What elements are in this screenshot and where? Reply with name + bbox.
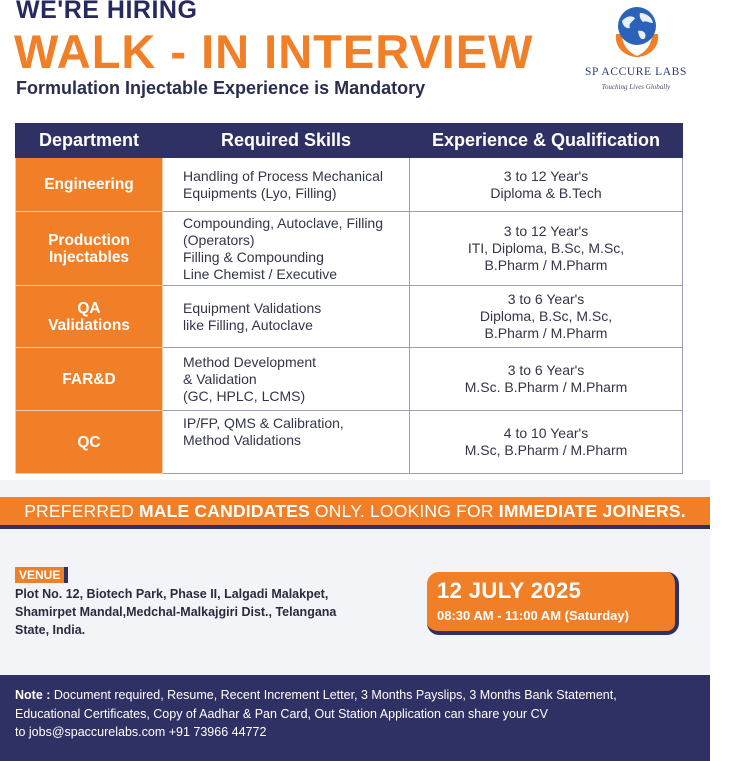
address-line: State, India. [15, 623, 86, 637]
table-row [16, 411, 683, 474]
skill-line: Equipments (Lyo, Filling) [183, 184, 337, 201]
banner-text: ONLY. LOOKING FOR [309, 501, 499, 521]
experience-cell [410, 411, 683, 474]
venue-address [15, 585, 365, 639]
experience-cell [410, 348, 683, 411]
column-header-experience: Experience & Qualification [410, 124, 683, 158]
table-row [16, 212, 683, 286]
qualification-line: B.Pharm / M.Pharm [484, 325, 608, 341]
skills-cell [163, 158, 410, 212]
banner-text: PREFERRED [24, 501, 139, 521]
department-cell [16, 158, 163, 212]
experience-line: 3 to 12 Year's [503, 223, 589, 239]
skill-line: Handling of Process Mechanical [183, 167, 383, 184]
skill-line: Method Development [183, 353, 317, 370]
skills-cell [163, 411, 410, 474]
company-name: SP ACCURE LABS [585, 66, 687, 78]
jobs-table [15, 123, 683, 474]
note-label: Note : [15, 688, 51, 702]
skill-line: Filling & Compounding [183, 248, 324, 265]
skills-cell [163, 212, 410, 286]
interview-date-box [427, 572, 679, 635]
department-cell [16, 212, 163, 286]
department-cell [16, 411, 163, 474]
skill-line: Line Chemist / Executive [183, 265, 338, 282]
skills-cell [163, 348, 410, 411]
skill-line: like Filling, Autoclave [183, 316, 313, 333]
note-line: to jobs@spaccurelabs.com +91 73966 44772 [15, 725, 267, 739]
table-row [16, 158, 683, 212]
table-header-row [16, 124, 683, 158]
company-tagline: Touching Lives Globally [601, 83, 671, 91]
experience-line: 3 to 6 Year's [507, 291, 585, 307]
experience-line: 3 to 6 Year's [507, 362, 585, 378]
address-line: Plot No. 12, Biotech Park, Phase II, Lalgadi Malakpet, [15, 587, 329, 601]
department-name: Validations [48, 316, 130, 334]
skill-line: & Validation [183, 370, 257, 387]
hiring-heading: WE'RE HIRING [16, 0, 198, 24]
skill-line: IP/FP, QMS & Calibration, [183, 415, 344, 431]
qualification-line: Diploma, B.Sc, M.Sc, [479, 308, 613, 324]
column-header-department: Department [16, 124, 163, 158]
experience-cell [410, 286, 683, 348]
table-row [16, 348, 683, 411]
page-margin [710, 0, 752, 761]
page-title: WALK - IN INTERVIEW [14, 25, 534, 78]
column-header-skills: Required Skills [163, 124, 410, 158]
department-name: QC [77, 433, 101, 451]
address-line: Shamirpet Mandal,Medchal-Malkajgiri Dist., Telangana [15, 605, 337, 619]
qualification-line: Diploma & B.Tech [490, 184, 602, 201]
department-cell [16, 286, 163, 348]
department-name: FAR&D [62, 370, 116, 388]
banner-highlight: IMMEDIATE JOINERS. [498, 501, 686, 521]
qualification-line: M.Sc. B.Pharm / M.Pharm [464, 379, 628, 395]
department-cell [16, 348, 163, 411]
subtitle: Formulation Injectable Experience is Mandatory [16, 78, 426, 98]
venue-label: VENUE [15, 567, 68, 583]
qualification-line: ITI, Diploma, B.Sc, M.Sc, [467, 240, 625, 256]
department-name: Engineering [44, 176, 134, 193]
qualification-line: M.Sc, B.Pharm / M.Pharm [464, 442, 628, 458]
company-logo [568, 2, 704, 96]
experience-line: 3 to 12 Year's [503, 167, 589, 184]
interview-date: 12 JULY 2025 [437, 578, 582, 603]
qualification-line: B.Pharm / M.Pharm [484, 257, 608, 273]
department-name: Production [48, 231, 130, 249]
skill-line: Equipment Validations [183, 299, 322, 316]
skill-line: Method Validations [183, 432, 302, 448]
skills-cell [163, 286, 410, 348]
experience-cell [410, 212, 683, 286]
note-line: Educational Certificates, Copy of Aadhar & Pan Card, Out Station Application can share your CV [15, 706, 548, 721]
note-line [15, 686, 695, 705]
skill-line: Compounding, Autoclave, Filling [183, 214, 384, 231]
experience-cell [410, 158, 683, 212]
skill-line: (GC, HPLC, LCMS) [183, 387, 306, 404]
skill-line: (Operators) [183, 231, 255, 248]
department-name: Injectables [48, 248, 130, 266]
interview-time: 08:30 AM - 11:00 AM (Saturday) [437, 608, 629, 623]
table-row [16, 286, 683, 348]
globe-logo-icon [608, 4, 666, 60]
note-text: Document required, Resume, Recent Increment Letter, 3 Months Payslips, 3 Months Bank Statement, [53, 688, 617, 702]
banner-highlight: MALE CANDIDATES [138, 501, 310, 521]
department-name: QA [77, 299, 101, 317]
preference-banner [0, 497, 710, 529]
experience-line: 4 to 10 Year's [503, 425, 589, 441]
note-footer [0, 675, 710, 761]
